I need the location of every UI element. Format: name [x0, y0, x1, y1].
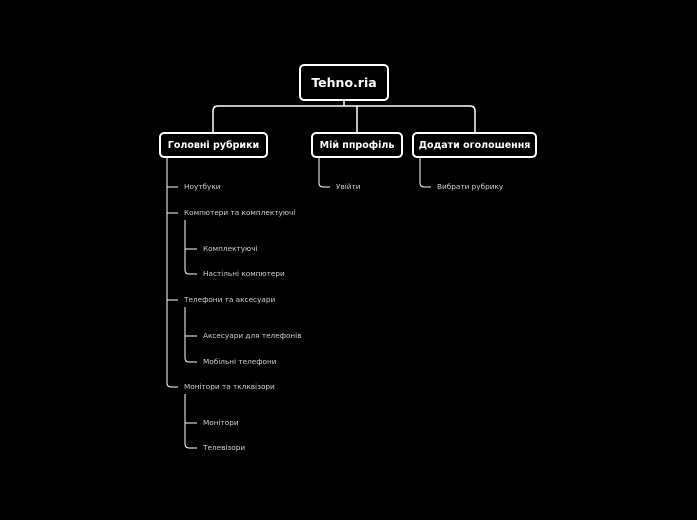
leaf-computers[interactable]: Компютери та комплектуючі: [184, 208, 296, 217]
root-node-tehno-ria[interactable]: [299, 64, 389, 101]
branch-label-add: Додати оголошення: [418, 139, 531, 151]
leaf-mobile-phones[interactable]: Мобільні телефони: [203, 357, 277, 366]
main-trunk-connector: [167, 158, 178, 387]
leaf-components[interactable]: Комплектуючі: [203, 244, 258, 253]
root-label: Tehno.ria: [311, 75, 377, 90]
leaf-monitors-tv[interactable]: Монітори та тклквізори: [184, 382, 275, 391]
branch-node-add-listing[interactable]: [412, 132, 537, 158]
leaf-phone-accessories[interactable]: Аксесуари для телефонів: [203, 331, 302, 340]
root-connector: [213, 101, 475, 132]
phones-sub-connector: [185, 307, 197, 362]
leaf-choose-category[interactable]: Вибрати рубрику: [437, 182, 504, 191]
computers-sub-connector: [185, 220, 197, 274]
monitors-sub-connector: [185, 394, 197, 448]
profile-connector: [319, 158, 330, 187]
leaf-laptops[interactable]: Ноутбуки: [184, 182, 221, 191]
leaf-desktops[interactable]: Настільні компютери: [203, 269, 285, 278]
leaf-tvs[interactable]: Телевізори: [203, 443, 246, 452]
leaf-login[interactable]: Увійти: [336, 182, 361, 191]
branch-node-my-profile[interactable]: [311, 132, 403, 158]
add-connector: [420, 158, 431, 187]
leaf-monitors[interactable]: Монітори: [203, 418, 239, 427]
branch-label-profile: Мій ппрофіль: [319, 139, 395, 151]
branch-node-main-categories[interactable]: [159, 132, 268, 158]
leaf-phones[interactable]: Телефони та аксесуари: [184, 295, 276, 304]
branch-label-main: Головні рубрики: [167, 139, 260, 151]
